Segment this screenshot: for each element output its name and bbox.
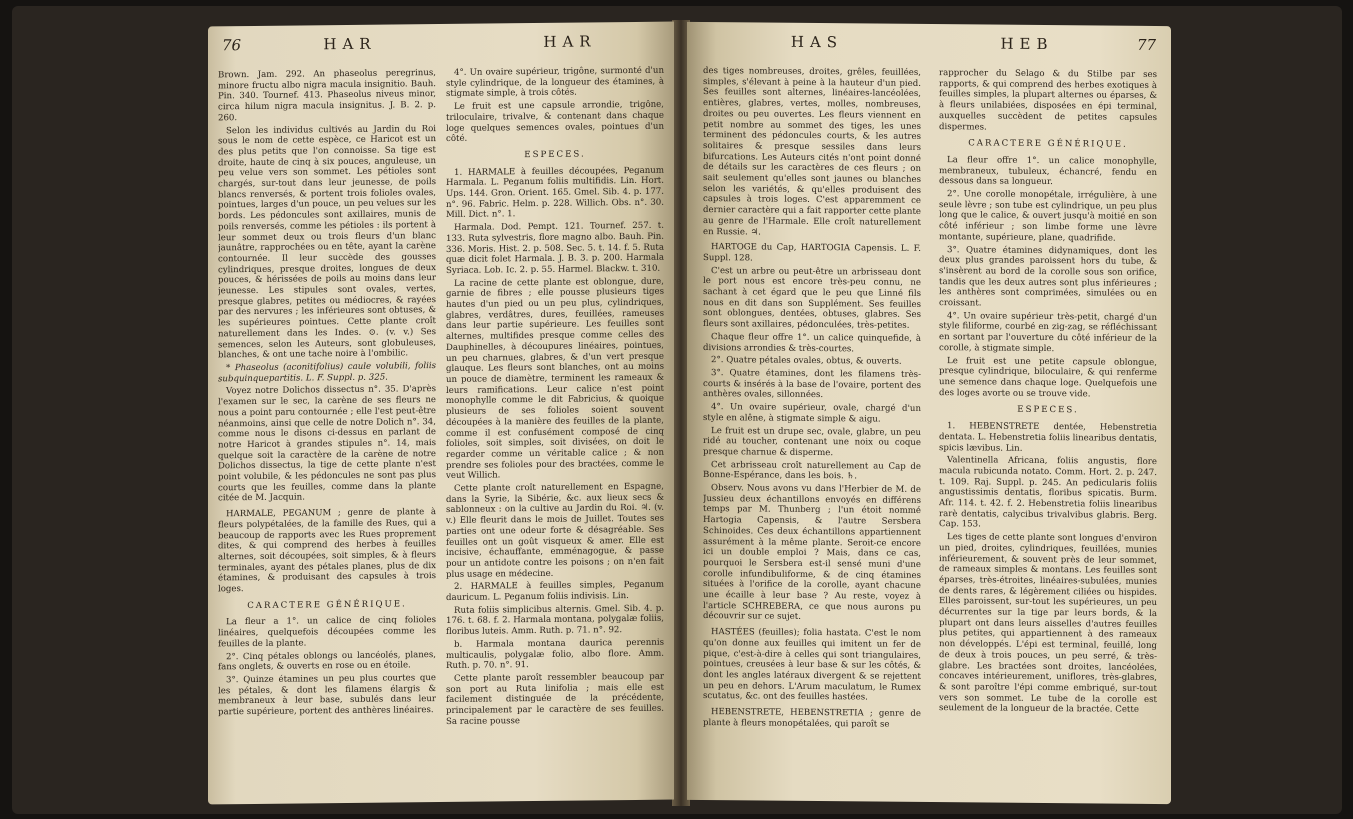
- paragraph: Brown. Jam. 292. An phaseolus peregrinus, minore fructu albo nigra macula insignitio. Bauh. Pin. 340. Tournef. 413. Phaseolus niveus minor, circa hilum nigra macula insignitus. J. B. 2. p. 260.: [218, 68, 436, 124]
- section-heading: ESPECES.: [524, 149, 586, 161]
- paragraph: Cet arbrisseau croît naturellement au Cap de Bonne-Espérance, dans les bois. ♄.: [703, 459, 921, 482]
- paragraph: 2. HARMALE à feuilles simples, Peganum dauricum. L. Peganum foliis indivisis. Lin.: [446, 580, 664, 603]
- left-page-number: 76: [222, 36, 242, 55]
- paragraph: des tiges nombreuses, droites, grêles, feuillées, simples, s'élevant à peine à la hauteur d'un pied. Ses feuilles sont alternes, linéaires-lancéolées, entières, glabres, vertes, molles, nombreuses, droites ou peu ouvertes. Les fleurs viennent en petit nombre au sommet des tiges, les unes terminent des pédoncules courts, & les autres solitaires & presque sessiles dans leurs bifurcations. Les Auteurs cités n'ont point donné de détails sur les caractères de ces fleurs ; on sait seulement qu'elles sont jaunes ou blanches selon les variétés, & qu'elles produisent des capsules à trois loges. C'est apparemment ce dernier caractère qui a fait rapporter cette plante au genre de l'Harmale. Elle croît naturellement en Russie. ♃.: [703, 66, 921, 238]
- paragraph: * Phaseolus (aconitifolius) caule volubili, foliis subquinquepartitis. L. F. Suppl. p. 325.: [218, 361, 436, 385]
- paragraph: 4°. Un ovaire supérieur très-petit, chargé d'un style filiforme, courbé en zig-zag, se réfléchissant en sortant par l'ouverture du côté inférieur de la corolle, à stigmate simple.: [939, 310, 1157, 354]
- paragraph: 4°. Un ovaire supérieur, ovale, chargé d'un style en alêne, à stigmate simple & aigu.: [703, 402, 921, 425]
- paragraph: 3°. Quatre étamines, dont les filamens très-courts & insérés à la base de l'ovaire, portent des anthères ovales, sillonnées.: [703, 368, 921, 401]
- paragraph: Le fruit est une capsule arrondie, trigône, triloculaire, trivalve, & contenant dans chaque loge quelques semences ovales, pointues d'un côté.: [446, 99, 664, 145]
- left-page: [208, 22, 674, 805]
- paragraph: 2°. Une corolle monopétale, irrégulière, à une seule lèvre ; son tube est cylindrique, un peu plus long que le calice, & ouvert jusqu'à moitié en son côté inférieur ; son limbe forme une lèvre montante, supérieure, plane, quadrifide.: [939, 189, 1157, 244]
- paragraph: La fleur offre 1°. un calice monophylle, membraneux, tubuleux, échancré, fendu en dessous dans sa longueur.: [939, 155, 1157, 188]
- paragraph: Observ. Nous avons vu dans l'Herbier de M. de Jussieu deux échantillons envoyés en différens temps par M. Thunberg ; l'un étoit nommé Hartogia Capensis, & l'autre Sersbera Schinoides. Ces deux échantillons appartiennent assurément à la même plante. Seroit-ce encore ici un double emploi ? Mais, dans ce cas, pourquoi le Sersbera est-il sensé muni d'une corolle infundibuliforme, & de cinq étamines situées à l'orifice de la corolle, ayant chacune une écaille à leur base ? Au reste, voyez à l'article SCHREBERA, ce que nous aurons pu découvrir sur ce sujet.: [703, 483, 921, 623]
- paragraph: 4°. Un ovaire supérieur, trigône, surmonté d'un style cylindrique, de la longueur des étamines, à stigmate simple, à trois côtés.: [446, 65, 664, 100]
- right-heading-left: HAS: [790, 32, 844, 52]
- section-heading: ESPECES.: [1017, 405, 1079, 416]
- paragraph: Cette plante paroît ressembler beaucoup par son port au Ruta linifolia ; mais elle est facilement distinguée de la précédente, principalement par le caractère de ses feuilles. Sa racine pousse: [446, 671, 664, 727]
- genus-entry: HARMALE, PEGANUM ; genre de plante à fleurs polypétalées, de la famille des Rues, qui a beaucoup de rapports avec les Rues proprement dites, & qui comprend des herbes à feuilles alternes, soit découpées, soit simples, & à fleurs terminales, ayant des pétales planes, plus de dix étamines, & produisant des capsules à trois loges.: [218, 507, 436, 595]
- left-column-2: [446, 66, 664, 788]
- right-page-number: 77: [1137, 35, 1157, 54]
- paragraph: 3°. Quatre étamines didynamiques, dont les deux plus grandes paroissent hors du tube, & s'insèrent au bord de la corolle sous son orifice, tandis que les deux autres sont plus inférieures ; les anthères sont comprimées, simulées ou en croissant.: [939, 244, 1157, 309]
- paragraph: C'est un arbre ou peut-être un arbrisseau dont le port nous est encore très-peu connu, ne sachant à cet égard que le peu que Linné fils nous en dit dans son Supplément. Ses feuilles sont oblongues, dentées, obtuses, glabres. Ses fleurs sont axillaires, pédonculées, très-petites.: [703, 265, 921, 332]
- paragraph: Ruta foliis simplicibus alternis. Gmel. Sib. 4. p. 176. t. 68. f. 2. Harmala montana, polygalæ foliis, floribus luteis. Amm. Ruth. p. 71. n°. 92.: [446, 603, 664, 638]
- left-running-head: [208, 32, 674, 63]
- paragraph: Les tiges de cette plante sont longues d'environ un pied, droites, cylindriques, feuillées, munies inférieurement, & souvent près de leur sommet, de rameaux simples & montans. Les feuilles sont éparses, très-étroites, linéaires-subulées, munies de dents rares, & légèrement ciliées ou hispides. Elles paroissent, sur-tout les supérieures, un peu décurrentes sur la tige par leurs bords, & la plupart ont dans leurs aisselles d'autres feuilles plus petites, qui appartiennent à des rameaux non développés. L'épi est terminal, feuillé, long de deux à trois pouces, un peu serré, & très-glabre. Les bractées sont droites, lancéolées, concaves intérieurement, uniflores, très-glabres, & sont paroître l'épi comme embriqué, sur-tout vers son sommet. Le tube de la corolle est seulement de la longueur de la bractée. Cette: [939, 532, 1157, 716]
- section-heading: CARACTERE GÉNÉRIQUE.: [968, 138, 1128, 150]
- paragraph: Selon les individus cultivés au Jardin du Roi sous le nom de cette espèce, ce Haricot est un des plus petits que l'on connoisse. Sa tige est droite, haute de cinq à six pouces, anguleuse, un peu velue vers son sommet. Les pétioles sont chargés, sur-tout dans leur jeunesse, de poils blancs renversés, & portent trois folioles ovales, pointues, larges d'un pouce, un peu velues sur les bords. Les pédoncules sont axillaires, munis de poils renversés, comme les pétioles : ils portent à leur sommet deux ou trois fleurs d'un blanc jaunâtre, rapprochées ou en tête, ayant la carène contournée. Il leur succède des gousses cylindriques, presque droites, longues de deux pouces, & hérissées de poils au moins dans leur jeunesse. Les stipules sont ovales, vertes, presque glabres, petites ou médiocres, & rayées par des nervures ; les inférieures sont obtuses, & les supérieures pointues. Cette plante croît naturellement dans les Indes. ⊙. (v. v.) Ses semences, selon les Auteurs, sont globuleuses, blanches, & ont une tache noire à l'ombilic.: [218, 123, 436, 361]
- right-page: [687, 22, 1171, 804]
- paragraph: Cette plante croît naturellement en Espagne, dans la Syrie, la Sibérie, &c. aux lieux secs & sablonneux : on la cultive au Jardin du Roi. ♃. (v. v.) Elle fleurit dans le mois de Juillet. Toutes ses parties ont une odeur forte & désagréable. Ses feuilles ont un goût visqueux & amer. Elle est incisive, échauffante, emménagogue, & passe pour un antidote contre les poisons ; on n'en fait plus usage en médecine.: [446, 481, 664, 580]
- paragraph: Valentinella Africana, foliis angustis, flore macula rubicunda notato. Comm. Hort. 2. p. 247. t. 109. Raj. Suppl. p. 245. An pedicularis foliis angustissimis dentatis, floribus spicatis. Burm. Afr. 114. t. 42. f. 2. Hebenstretia foliis linearibus rarè dentatis, calycibus trivalvibus glabris. Berg. Cap. 153.: [939, 455, 1157, 530]
- genus-entry: HASTÉES (feuilles); folia hastata. C'est le nom qu'on donne aux feuilles qui imitent un fer de pique, c'est-à-dire à celles qui sont triangulaires, pointues, creusées à leur base & sur les côtés, & dont les angles latéraux divergent & se rejettent un peu en dehors. L'Arum maculatum, le Rumex scutatus, &c. ont des feuilles hastées.: [703, 627, 921, 703]
- paragraph: 2°. Quatre pétales ovales, obtus, & ouverts.: [711, 355, 902, 368]
- paragraph: Chaque fleur offre 1°. un calice quinquefide, à divisions arrondies & très-courtes.: [703, 331, 921, 354]
- genus-entry: HEBENSTRETE, HEBENSTRETIA ; genre de plante à fleurs monopétalées, qui paroît se: [703, 707, 921, 730]
- paragraph: La racine de cette plante est oblongue, dure, garnie de fibres ; elle pousse plusieurs tiges hautes d'un pied ou un peu plus, cylindriques, glabres, verdâtres, dures, feuillées, rameuses dans leur partie supérieure. Les feuilles sont alternes, multifides presque comme celles des Dauphinelles, à découpures linéaires, pointues, un peu charnues, glabres, & d'un vert presque glauque. Les fleurs sont blanches, ont au moins un pouce de diamètre, terminent les rameaux & leurs ramifications. Leur calice n'est point monophylle comme le dit Fabricius, & quoique plusieurs de ses folioles soient souvent découpées à la manière des feuilles de la plante, comme il est confusément composé de cinq folioles, soit simples, soit divisées, on doit le regarder comme un véritable calice ; & non prendre ses folioles pour des bractées, comme le veut Willich.: [446, 276, 664, 482]
- left-heading-right: HAR: [543, 32, 597, 51]
- open-book: [12, 6, 1342, 814]
- paragraph: Le fruit est une petite capsule oblongue, presque cylindrique, biloculaire, & qui renferme une semence dans chaque loge. Quelquefois une des loges avorte ou se trouve vide.: [939, 355, 1157, 400]
- left-heading-left: HAR: [323, 34, 377, 54]
- paragraph: Le fruit est un drupe sec, ovale, glabre, un peu ridé au toucher, contenant une noix ou coque presque charnue & disperme.: [703, 425, 921, 459]
- paragraph: 1. HEBENSTRETE dentée, Hebenstretia dentata. L. Hebenstretia foliis linearibus dentatis, spicis lævibus. Lin.: [939, 421, 1157, 454]
- right-running-head: [687, 32, 1171, 62]
- paragraph: rapprocher du Selago & du Stilbe par ses rapports, & qui comprend des herbes exotiques à feuilles simples, la plupart alternes ou éparses, & à fleurs unilabiées, disposées en épi terminal, auxquelles succèdent de petites capsules dispermes.: [939, 68, 1157, 133]
- paragraph: La fleur a 1°. un calice de cinq folioles linéaires, quelquefois découpées comme les feuilles de la plante.: [218, 615, 436, 650]
- right-column-2: [939, 68, 1157, 790]
- paragraph: 2°. Cinq pétales oblongs ou lancéolés, planes, fans onglets, & ouverts en rose ou en étoile.: [218, 649, 436, 673]
- genus-entry: HARTOGE du Cap, HARTOGIA Capensis. L. F. Suppl. 128.: [703, 242, 921, 264]
- paragraph: Harmala. Dod. Pempt. 121. Tournef. 257. t. 133. Ruta sylvestris, flore magno albo. Bauh. Pin. 336. Moris. Hist. 2. p. 508. Sec. 5. t. 14. f. 5. Ruta quæ dicit folet Harmala. J. B. 3. p. 200. Harmala Syriaca. Lob. Ic. 2. p. 55. Harmel. Blackw. t. 310.: [446, 220, 664, 276]
- section-heading: CARACTERE GÉNÉRIQUE.: [247, 599, 407, 611]
- paragraph: b. Harmala montana daurica perennis multicaulis, polygalæ folio, albo flore. Amm. Ruth. p. 70. n°. 91.: [446, 637, 664, 672]
- right-heading-right: HEB: [1000, 34, 1054, 54]
- right-column-1: [703, 66, 921, 788]
- paragraph: 1. HARMALE à feuilles découpées, Peganum Harmala. L. Peganum foliis multifidis. Lin. Hort. Ups. 144. Gron. Orient. 165. Gmel. Sib. 4. p. 177. n°. 96. Fabric. Helm. p. 228. Willich. Obs. n°. 30. Mill. Dict. n°. 1.: [446, 165, 664, 221]
- left-column-1: [218, 68, 436, 790]
- paragraph: 3°. Quinze étamines un peu plus courtes que les pétales, & dont les filamens élargis & membraneux à leur base, subulés dans leur partie supérieure, portent des anthères linéaires.: [218, 673, 436, 718]
- paragraph: Voyez notre Dolichos dissectus n°. 35. D'après l'examen sur le sec, la carène de ses fleurs ne nous a point paru contournée ; elle l'est peut-être néanmoins, ainsi que celle de notre Dolich n°. 34, comme nous le disons ci-dessus en parlant de notre Haricot à grandes stipules n°. 14, mais quelque soit la caractère de la carène de notre Dolichos dissectus, la tige de cette plante n'est point volubile, & les pédoncules ne sont pas plus courts que les feuilles, comme dans la plante citée de M. Jacquin.: [218, 384, 436, 504]
